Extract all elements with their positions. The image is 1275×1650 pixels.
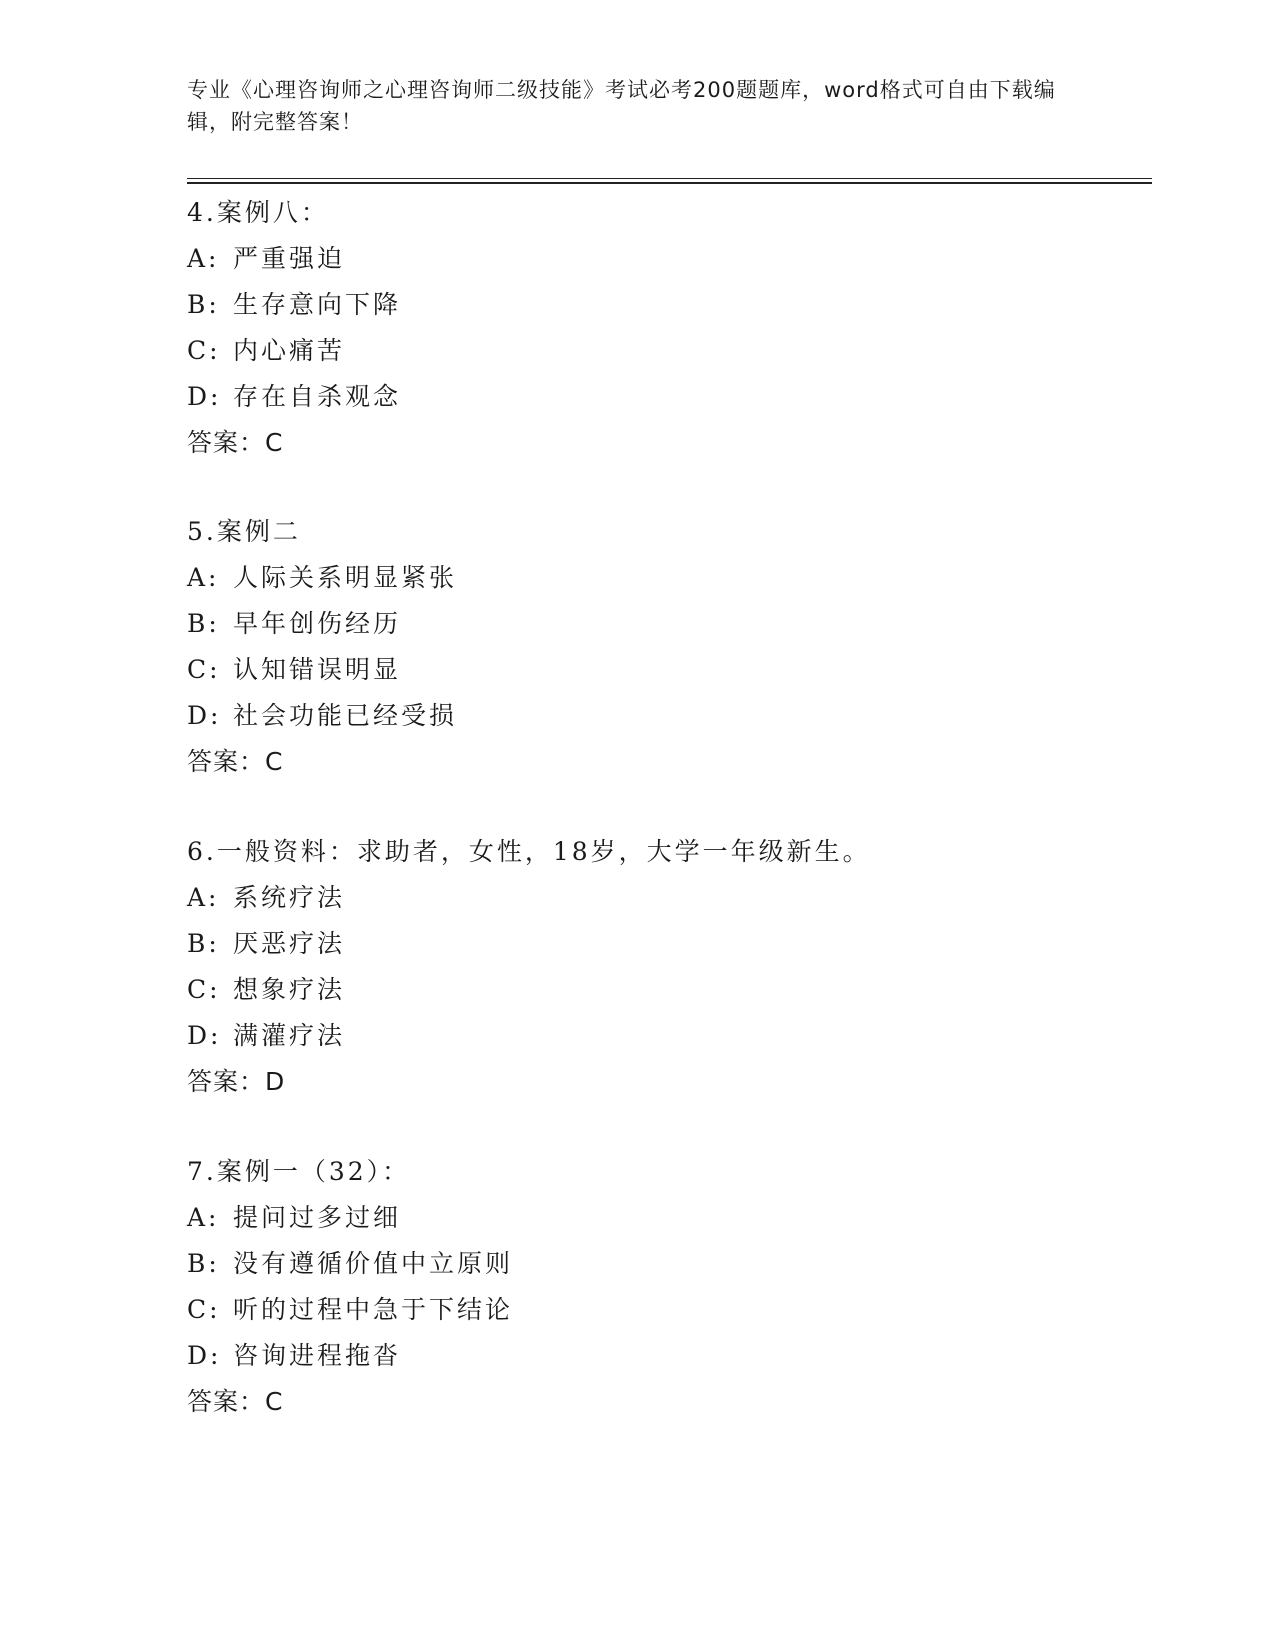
option-text: 想象疗法 <box>233 975 346 1004</box>
question-stem: 5.案例二 <box>187 517 301 546</box>
option-key: C: <box>187 975 221 1004</box>
option-text: 听的过程中急于下结论 <box>233 1295 514 1324</box>
option-b <box>187 601 1137 647</box>
option-text: 生存意向下降 <box>233 290 402 319</box>
option-a <box>187 555 1137 601</box>
option-text: 满灌疗法 <box>233 1021 346 1050</box>
answer-line: 答案：D <box>187 1067 286 1096</box>
option-key: A: <box>187 1203 220 1232</box>
option-key: B: <box>187 290 220 319</box>
option-text: 提问过多过细 <box>233 1203 402 1232</box>
option-d <box>187 374 1137 420</box>
answer-line: 答案：C <box>187 1387 284 1416</box>
option-key: A: <box>187 883 220 912</box>
option-text: 厌恶疗法 <box>233 929 346 958</box>
option-text: 认知错误明显 <box>233 655 402 684</box>
answer-line: 答案：C <box>187 747 284 776</box>
option-text: 早年创伤经历 <box>233 609 402 638</box>
question-stem: 4.案例八： <box>187 198 329 227</box>
option-d <box>187 1333 1137 1379</box>
option-text: 人际关系明显紧张 <box>233 563 458 592</box>
header-divider-top <box>187 178 1152 179</box>
option-text: 内心痛苦 <box>233 336 346 365</box>
option-a <box>187 875 1137 921</box>
option-d <box>187 693 1137 739</box>
question-5 <box>187 509 1137 785</box>
option-key: A: <box>187 244 220 273</box>
question-stem: 6.一般资料：求助者，女性，18岁，大学一年级新生。 <box>187 837 871 866</box>
option-text: 没有遵循价值中立原则 <box>233 1249 514 1278</box>
question-7 <box>187 1149 1137 1425</box>
option-key: D: <box>187 1021 222 1050</box>
option-b <box>187 921 1137 967</box>
option-key: A: <box>187 563 220 592</box>
option-key: B: <box>187 1249 220 1278</box>
option-key: D: <box>187 1341 222 1370</box>
option-key: C: <box>187 1295 221 1324</box>
option-c <box>187 967 1137 1013</box>
option-b <box>187 282 1137 328</box>
option-d <box>187 1013 1137 1059</box>
option-text: 咨询进程拖沓 <box>233 1341 402 1370</box>
header-divider-bottom <box>187 182 1152 184</box>
option-key: B: <box>187 609 220 638</box>
option-c <box>187 1287 1137 1333</box>
question-6 <box>187 829 1137 1105</box>
option-key: C: <box>187 655 221 684</box>
option-b <box>187 1241 1137 1287</box>
option-text: 社会功能已经受损 <box>233 701 458 730</box>
option-key: C: <box>187 336 221 365</box>
question-stem: 7.案例一（32）： <box>187 1157 411 1186</box>
option-text: 严重强迫 <box>233 244 346 273</box>
option-a <box>187 236 1137 282</box>
option-text: 存在自杀观念 <box>233 382 402 411</box>
option-c <box>187 328 1137 374</box>
option-text: 系统疗法 <box>233 883 346 912</box>
option-key: B: <box>187 929 220 958</box>
option-key: D: <box>187 382 222 411</box>
option-c <box>187 647 1137 693</box>
answer-line: 答案：C <box>187 428 284 457</box>
document-header: 专业《心理咨询师之心理咨询师二级技能》考试必考200题题库，word格式可自由下载编辑，附完整答案！ <box>187 78 1056 134</box>
option-a <box>187 1195 1137 1241</box>
question-4 <box>187 190 1137 466</box>
option-key: D: <box>187 701 222 730</box>
